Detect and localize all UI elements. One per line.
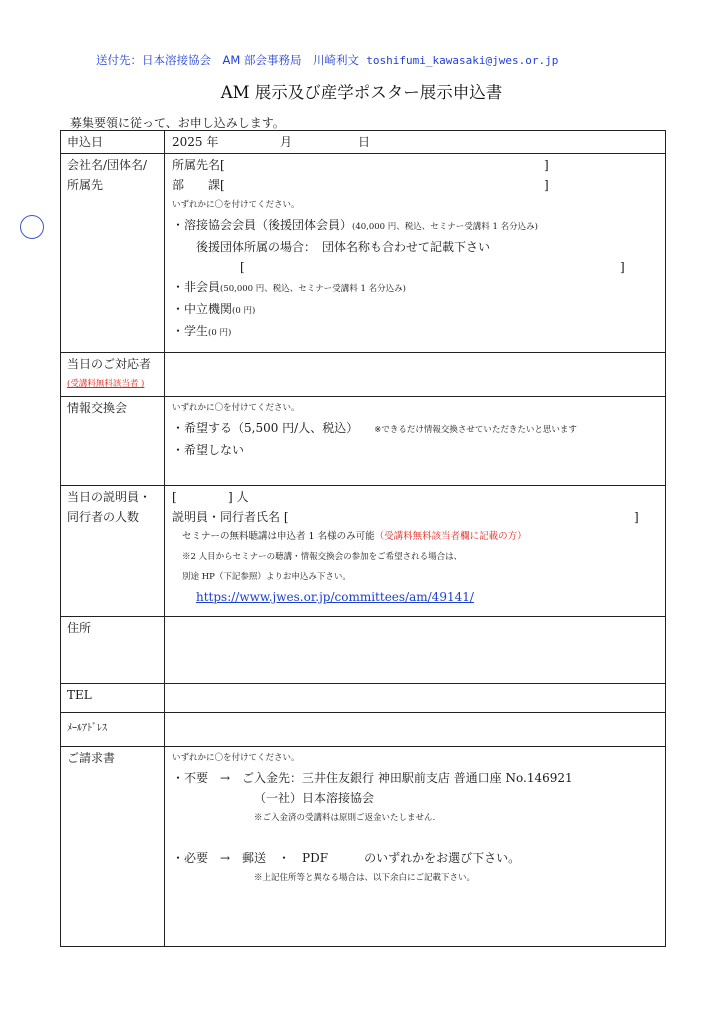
- option-neutral[interactable]: [172, 299, 658, 321]
- label-company-line2: 所属先: [67, 178, 104, 192]
- row-invoice: [61, 747, 666, 947]
- option-student-label: ・学生: [172, 324, 209, 338]
- option-nonmember[interactable]: [172, 277, 658, 299]
- option-invoice-unneeded[interactable]: ・不要 → ご入金先：三井住友銀行 神田駅前支店 普通口座 No.146921: [172, 771, 573, 785]
- row-contact-person: [61, 353, 666, 397]
- contact-person-field[interactable]: [165, 353, 666, 397]
- seminar-note: [172, 527, 658, 547]
- seminar-note-text: セミナーの無料聴講は申込者 1 名様のみ可能: [182, 531, 375, 542]
- date-day: 日: [358, 135, 371, 149]
- row-mail: [61, 713, 666, 747]
- contact-email[interactable]: toshifumi_kawasaki@jwes.or.jp: [366, 54, 559, 67]
- registration-link[interactable]: https://www.jwes.or.jp/committees/am/49141/: [196, 590, 474, 604]
- option-exchange-yes-note: ※できるだけ情報交換させていただきたいと思います: [374, 425, 577, 435]
- free-attendee-note: (受講料無料該当者 ): [67, 379, 145, 389]
- exchange-field: [165, 397, 666, 486]
- option-neutral-label: ・中立機関: [172, 302, 233, 316]
- option-member-label: ・溶接協会会員（後援団体会員）: [172, 218, 353, 232]
- tel-field[interactable]: [165, 684, 666, 713]
- label-attendees-line1: 当日の説明員・: [67, 490, 152, 504]
- option-nonmember-label: ・非会員: [172, 280, 221, 294]
- supporter-open-bracket: [: [240, 260, 245, 274]
- row-date: [61, 131, 666, 154]
- date-month: 月: [280, 135, 293, 149]
- names-close-bracket: ]: [634, 510, 639, 524]
- option-member[interactable]: [172, 215, 658, 237]
- attendees-note2: ※2 人目からセミナーの聴講・情報交換会の参加をご希望される場合は、: [182, 552, 463, 562]
- label-company-line1: 会社名/団体名/: [67, 158, 148, 172]
- supporter-note: 後援団体所属の場合： 団体名称も合わせて記載下さい: [196, 240, 491, 254]
- option-student[interactable]: [172, 321, 658, 343]
- label-contact-person: [61, 353, 165, 397]
- page-title: AM 展示及び産学ポスター展示申込書: [220, 83, 503, 102]
- mail-field[interactable]: [165, 713, 666, 747]
- names-prefix: 説明員・同行者氏名 [: [172, 510, 289, 524]
- send-to-label: 送付先：日本溶接協会 AM 部会事務局 川崎利文: [96, 53, 359, 67]
- row-address: [61, 617, 666, 684]
- application-form: [60, 130, 666, 947]
- label-date: 申込日: [61, 131, 165, 154]
- supporter-close-bracket: ]: [620, 260, 625, 274]
- label-exchange: 情報交換会: [61, 397, 165, 486]
- label-invoice: ご請求書: [61, 747, 165, 947]
- option-exchange-no[interactable]: ・希望しない: [172, 443, 245, 457]
- row-company: [61, 154, 666, 353]
- label-mail: ﾒｰﾙｱﾄﾞﾚｽ: [61, 713, 165, 747]
- row-exchange: [61, 397, 666, 486]
- seminar-note-red: （受講料無料該当者欄に記載の方）: [374, 531, 527, 542]
- row-attendees: [61, 486, 666, 617]
- option-nonmember-note: (50,000 円、税込、セミナー受講料 1 名分込み): [220, 284, 406, 294]
- option-student-note: (0 円): [208, 328, 232, 338]
- affiliation-close-bracket: ]: [544, 158, 549, 172]
- option-neutral-note: (0 円): [232, 306, 256, 316]
- label-company: [61, 154, 165, 353]
- row-tel: [61, 684, 666, 713]
- label-attendees-line2: 同行者の人数: [67, 510, 140, 524]
- option-member-note: (40,000 円、税込、セミナー受講料 1 名分込み): [352, 222, 538, 232]
- circle-mark-icon: [20, 215, 44, 239]
- count-open-bracket: [: [172, 490, 177, 504]
- attendees-note3: 別途 HP（下記参照）よりお申込み下さい。: [182, 572, 351, 582]
- affiliation-prefix: 所属先名[: [172, 158, 225, 172]
- option-exchange-yes[interactable]: [172, 418, 658, 440]
- refund-note: ※ご入金済の受講料は原則ご返金いたしません.: [254, 813, 436, 823]
- invoice-address-note: ※上記住所等と異なる場合は、以下余白にご記載下さい。: [254, 873, 476, 883]
- label-tel: TEL: [61, 684, 165, 713]
- invoice-circle-note: いずれかに〇を付けてください。: [172, 753, 300, 763]
- company-field[interactable]: [165, 154, 666, 353]
- department-close-bracket: ]: [544, 178, 549, 192]
- label-contact-person-text: 当日のご対応者: [67, 357, 152, 371]
- company-circle-note: いずれかに〇を付けてください。: [172, 200, 300, 210]
- send-to-line: [96, 52, 696, 68]
- payee-name: （一社）日本溶接協会: [254, 791, 375, 805]
- department-prefix: 部 課[: [172, 178, 225, 192]
- option-exchange-yes-label: ・希望する（5,500 円/人、税込）: [172, 421, 359, 435]
- label-attendees: [61, 486, 165, 617]
- exchange-circle-note: いずれかに〇を付けてください。: [172, 403, 300, 413]
- count-close-bracket: ] 人: [228, 490, 249, 504]
- attendees-field[interactable]: [165, 486, 666, 617]
- label-address: 住所: [61, 617, 165, 684]
- date-field[interactable]: [165, 131, 666, 154]
- option-invoice-needed[interactable]: ・必要 → 郵送 ・ PDF のいずれかをお選び下さい。: [172, 851, 521, 865]
- intro-text: 募集要領に従って、お申し込みします。: [70, 116, 285, 130]
- invoice-field: [165, 747, 666, 947]
- date-year: 2025 年: [172, 135, 219, 149]
- address-field[interactable]: [165, 617, 666, 684]
